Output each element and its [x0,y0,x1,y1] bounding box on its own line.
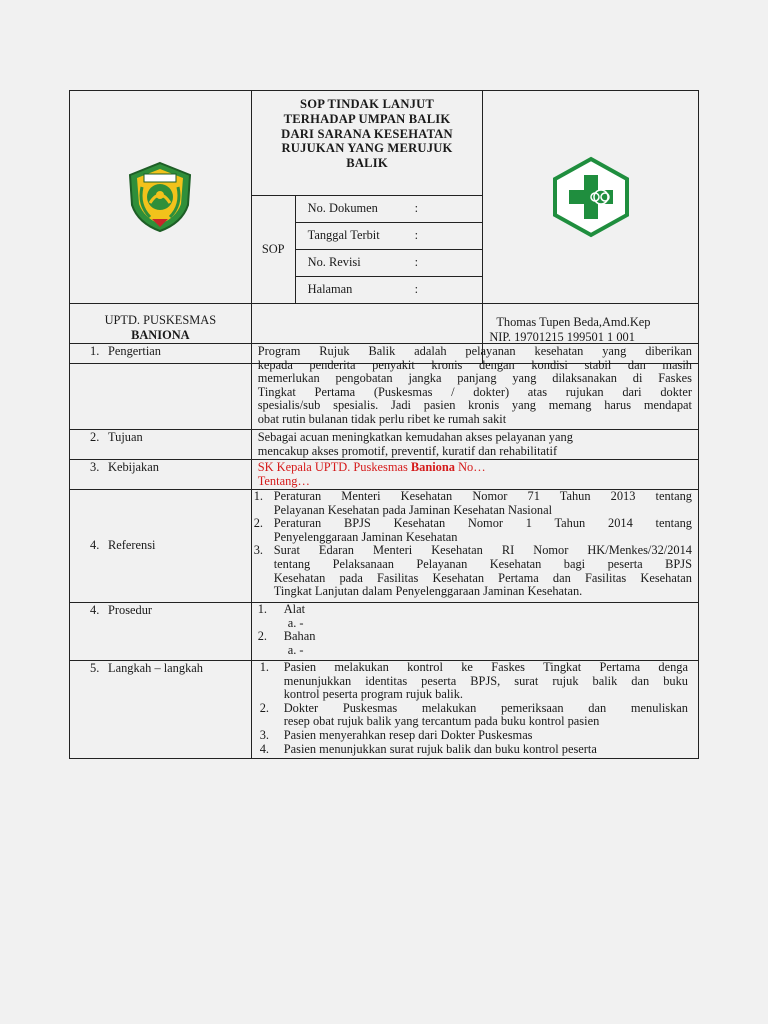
section-label-prosedur [70,603,252,661]
section-label-kebijakan [70,460,252,490]
section-label-referensi [70,490,252,603]
meta-label: No. Revisi [307,255,361,269]
title-line: BALIK [346,156,388,171]
sop-header-table [69,90,699,364]
section-number: 1. [90,344,100,358]
meta-colon: : [414,201,419,215]
step-item: 2. Dokter Puskesmas melakukan pemeriksaan dan menuliskan resep obat rujuk balik yang tercantum pada buku kontrol pasien [259,700,688,729]
reference-item: 2. Peraturan BPJS Kesehatan Nomor 1 Tahun 2014 tentang Penyelenggaraan Jaminan Kesehatan [253,516,692,544]
sop-content-table [69,343,699,759]
signer-name: Thomas Tupen Beda,Amd.Kep [496,315,651,329]
signer-nip: NIP. 19701215 199501 1 001 [489,330,635,344]
text-line: memerlukan pengobatan jangka panjang yang dilaksanakan di Faskes [257,371,692,386]
text-line: mencakup akses promotif, preventif, kuratif dan rehabilitatif [257,443,558,458]
section-title: Pengertian [108,344,161,358]
step-item: 4. Pasien menunjukkan surat rujuk balik dan buku kontrol peserta [259,741,597,756]
procedure-subitem: a. - [287,615,304,630]
section-title: Kebijakan [108,460,159,474]
title-line: DARI SARANA KESEHATAN [281,126,453,141]
procedure-subitem: a. - [287,642,304,657]
section-title: Langkah – langkah [108,661,203,675]
reference-item: 1. Peraturan Menteri Kesehatan Nomor 71 Tahun 2013 tentang Pelayanan Kesehatan pada Jaminan Kesehatan Nasional [253,489,692,517]
right-logo-cell [483,91,699,304]
meta-colon: : [414,228,419,242]
policy-line: SK Kepala UPTD. Puskesmas Baniona No… [257,460,486,474]
text-line: kepada penderita penyakit kronis dengan kondisi stabil dan masih [257,357,692,372]
section-number: 4. [90,603,100,617]
section-label-tujuan [70,430,252,460]
text-line: Tingkat Pertama (Puskesmas / dokter) atas rujukan dari dokter [257,384,692,399]
meta-colon: : [414,255,419,269]
section-content-pengertian [251,344,698,430]
section-content-tujuan [251,430,698,460]
section-number: 3. [90,460,100,474]
title-line: TERHADAP UMPAN BALIK [283,111,451,126]
meta-row-halaman [295,277,483,304]
meta-label: Tanggal Terbit [307,228,380,242]
left-logo-cell [70,91,252,304]
unit-line-bold: BANIONA [131,328,190,342]
reference-item: 3. Surat Edaran Menteri Kesehatan RI Nomor HK/Menkes/32/2014 tentang Pelaksanaan Pelayanan Kesehatan bagi peserta BPJS Kesehatan pada Fasilitas Kesehatan Pertama dan Fasilitas Kesehatan Tingkat Lanjutan dalam Penyelenggaraan Jaminan Kesehatan. [253,543,692,599]
title-line: RUJUKAN YANG MERUJUK [281,141,453,156]
puskesmas-cross-icon [549,155,633,239]
meta-row-tanggal-terbit [295,223,483,250]
section-content-prosedur [251,603,698,661]
section-number: 2. [90,430,100,444]
unit-line: UPTD. PUSKESMAS [104,313,217,327]
section-content-referensi [251,490,698,603]
title-line: SOP TINDAK LANJUT [300,97,435,111]
text-line: Sebagai acuan meningkatkan kemudahan akses pelayanan yang [257,430,573,444]
meta-row-no-dokumen [295,196,483,223]
section-label-langkah [70,661,252,759]
meta-row-no-revisi [295,250,483,277]
meta-label: No. Dokumen [307,201,378,215]
meta-label: Halaman [307,282,353,296]
section-title: Referensi [108,538,156,553]
step-item: 3. Pasien menyerahkan resep dari Dokter Puskesmas [259,727,533,742]
section-title: Tujuan [108,430,143,444]
text-line: obat rutin bulanan tidak perlu ribet ke rumah sakit [257,411,507,426]
policy-line: Tentang… [257,473,310,488]
procedure-item: 1. Alat [257,602,306,616]
sop-label: SOP [251,196,295,304]
sop-title [251,91,483,196]
text-line: Program Rujuk Balik adalah pelayanan kesehatan yang diberikan [257,344,692,358]
section-content-langkah [251,661,698,759]
meta-colon: : [414,282,419,296]
section-title: Prosedur [108,603,153,617]
step-item: 1. Pasien melakukan kontrol ke Faskes Tingkat Pertama denga menunjukkan identitas peserta BPJS, surat rujuk balik dan buku kontrol peserta program rujuk balik. [259,660,688,702]
section-number: 5. [90,661,100,675]
text-line: spesialis/sub spesialis. Jadi pasien kronis yang memang harus mendapat [257,398,692,413]
section-content-kebijakan [251,460,698,490]
section-number: 4. [90,538,100,553]
regency-emblem-icon [120,157,200,237]
procedure-item: 2. Bahan [257,629,316,644]
section-label-pengertian [70,344,252,430]
